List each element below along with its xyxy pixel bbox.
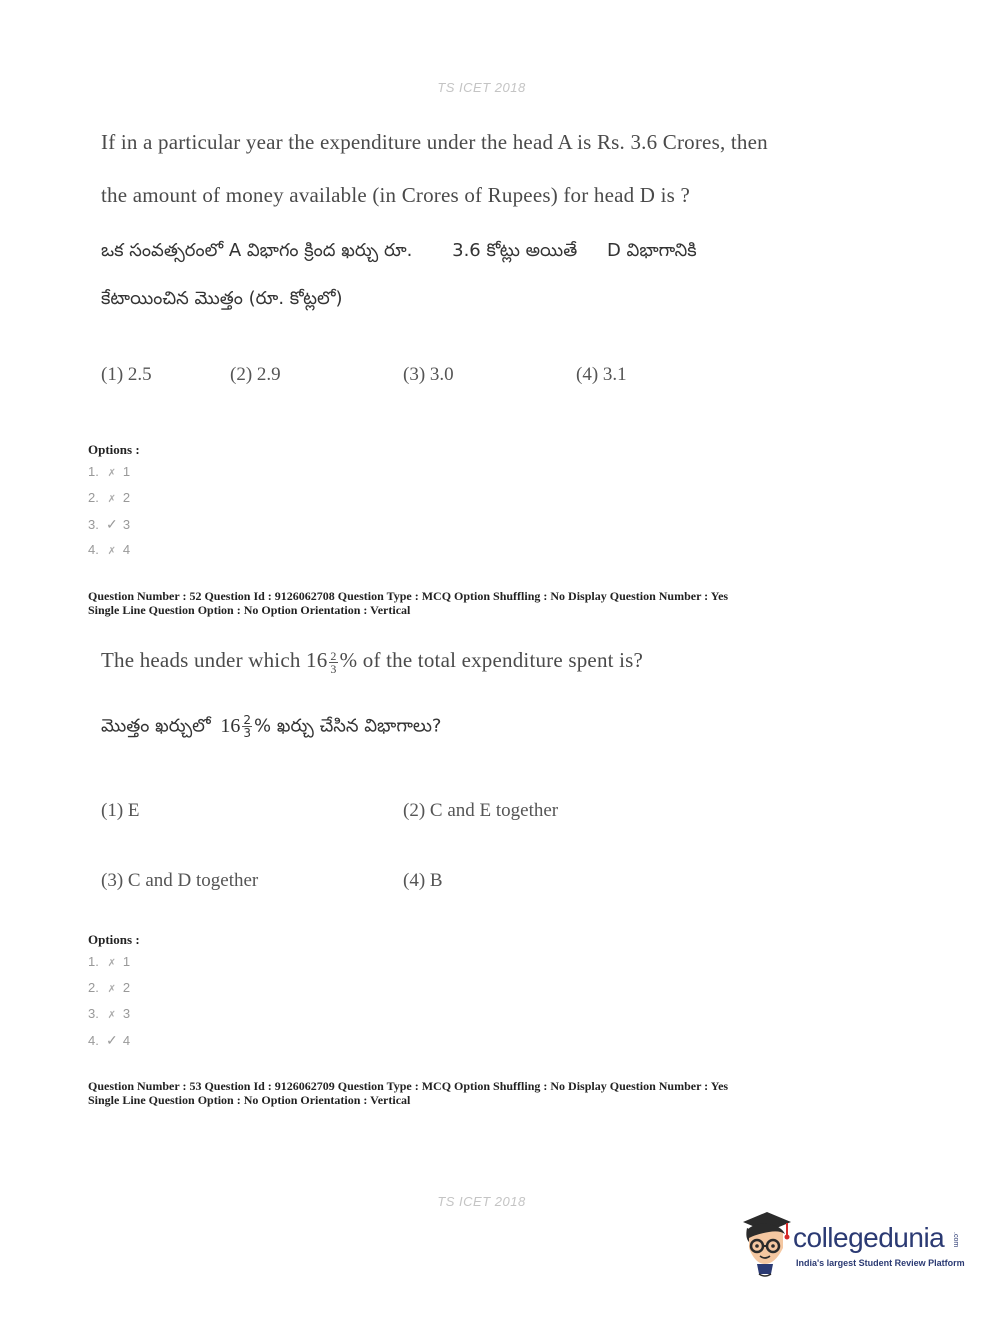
option-value: 1 (122, 464, 131, 479)
q52-meta-line1: Question Number : 52 Question Id : 9126062708 Question Type : MCQ Option Shuffling : No Display Question Number : Yes (88, 589, 729, 603)
q52-english-line (101, 648, 643, 675)
logo-wordmark: collegedunia (793, 1222, 945, 1253)
cross-icon: ✗ (107, 468, 117, 479)
q52-meta (88, 589, 728, 617)
q51-telugu-part-c: D విభాగానికి (606, 240, 697, 261)
option-number: 2. (88, 980, 99, 995)
q51-choice-2: (2) 2.9 (230, 364, 281, 385)
cross-icon: ✗ (107, 984, 117, 995)
q52-telugu-post: % ఖర్చు చేసిన విభాగాలు? (254, 715, 442, 737)
q52-option-row-2 (88, 980, 130, 995)
logo-dotcom: .com (952, 1232, 959, 1248)
fraction-two-thirds (329, 650, 337, 675)
q51-telugu-part-a: ఒక సంవత్సరంలో A విభాగం క్రింద ఖర్చు రూ. (101, 240, 413, 261)
header-watermark: TS ICET 2018 (437, 80, 526, 95)
option-number: 3. (88, 517, 99, 532)
q51-option-row-4 (88, 542, 130, 557)
option-value: 3 (122, 517, 131, 532)
q51-option-row-1 (88, 464, 130, 479)
fraction-denominator: 3 (330, 661, 337, 676)
logo-tagline: India's largest Student Review Platform (796, 1258, 965, 1268)
q51-telugu-line2: కేటాయించిన మొత్తం (రూ. కోట్లలో) (101, 288, 343, 309)
q52-option-row-4 (88, 1032, 130, 1049)
option-value: 4 (122, 1033, 131, 1048)
q52-choice-1: (1) E (101, 800, 140, 821)
q51-english-line1: If in a particular year the expenditure under the head A is Rs. 3.6 Crores, then (101, 130, 768, 154)
q52-telugu-number: 16 (220, 714, 241, 737)
q51-choice-3: (3) 3.0 (403, 364, 454, 385)
q52-meta-line2: Single Line Question Option : No Option Orientation : Vertical (88, 603, 411, 617)
cross-icon: ✗ (107, 1010, 117, 1021)
q53-meta-line1: Question Number : 53 Question Id : 9126062709 Question Type : MCQ Option Shuffling : No Display Question Number : Yes (88, 1079, 729, 1093)
q52-choice-3: (3) C and D together (101, 870, 259, 891)
cross-icon: ✗ (107, 494, 117, 505)
q52-telugu-pre: మొత్తం ఖర్చులో (101, 715, 211, 737)
fraction-numerator: 2 (243, 713, 252, 727)
option-value: 4 (122, 542, 131, 557)
q52-telugu-line (101, 714, 441, 741)
q51-telugu-part-b: 3.6 కోట్లు అయితే (452, 240, 578, 261)
q51-options-label: Options : (88, 442, 140, 457)
q52-choice-4: (4) B (403, 870, 443, 891)
q51-english-line2: the amount of money available (in Crores of Rupees) for head D is ? (101, 183, 690, 207)
q53-meta-line2: Single Line Question Option : No Option Orientation : Vertical (88, 1093, 411, 1107)
option-number: 4. (88, 1033, 99, 1048)
checkmark-icon: ✓ (105, 1032, 118, 1048)
q52-options-label: Options : (88, 932, 140, 947)
option-value: 2 (122, 980, 131, 995)
q52-choice-2: (2) C and E together (403, 800, 559, 821)
q52-option-row-1 (88, 954, 130, 969)
option-value: 1 (122, 954, 131, 969)
option-value: 3 (122, 1006, 131, 1021)
checkmark-icon: ✓ (105, 516, 118, 532)
option-value: 2 (122, 490, 131, 505)
q51-choice-1: (1) 2.5 (101, 364, 152, 385)
q51-choice-4: (4) 3.1 (576, 364, 627, 385)
option-number: 2. (88, 490, 99, 505)
q51-option-row-2 (88, 490, 130, 505)
option-number: 1. (88, 464, 99, 479)
option-number: 1. (88, 954, 99, 969)
q52-english-post: % of the total expenditure spent is? (339, 648, 644, 672)
q51-telugu-line1 (101, 240, 697, 265)
fraction-denominator: 3 (243, 726, 252, 740)
fraction-numerator: 2 (330, 648, 337, 663)
q52-english-pre: The heads under which 16 (101, 648, 328, 672)
q53-meta (88, 1079, 728, 1107)
footer-watermark: TS ICET 2018 (437, 1194, 526, 1209)
fraction-two-thirds-telugu (242, 714, 252, 739)
collegedunia-mascot-icon (735, 1208, 795, 1280)
cross-icon: ✗ (107, 958, 117, 969)
q52-option-row-3 (88, 1006, 130, 1021)
cross-icon: ✗ (107, 546, 117, 557)
q51-option-row-3 (88, 516, 130, 533)
option-number: 3. (88, 1006, 99, 1021)
option-number: 4. (88, 542, 99, 557)
